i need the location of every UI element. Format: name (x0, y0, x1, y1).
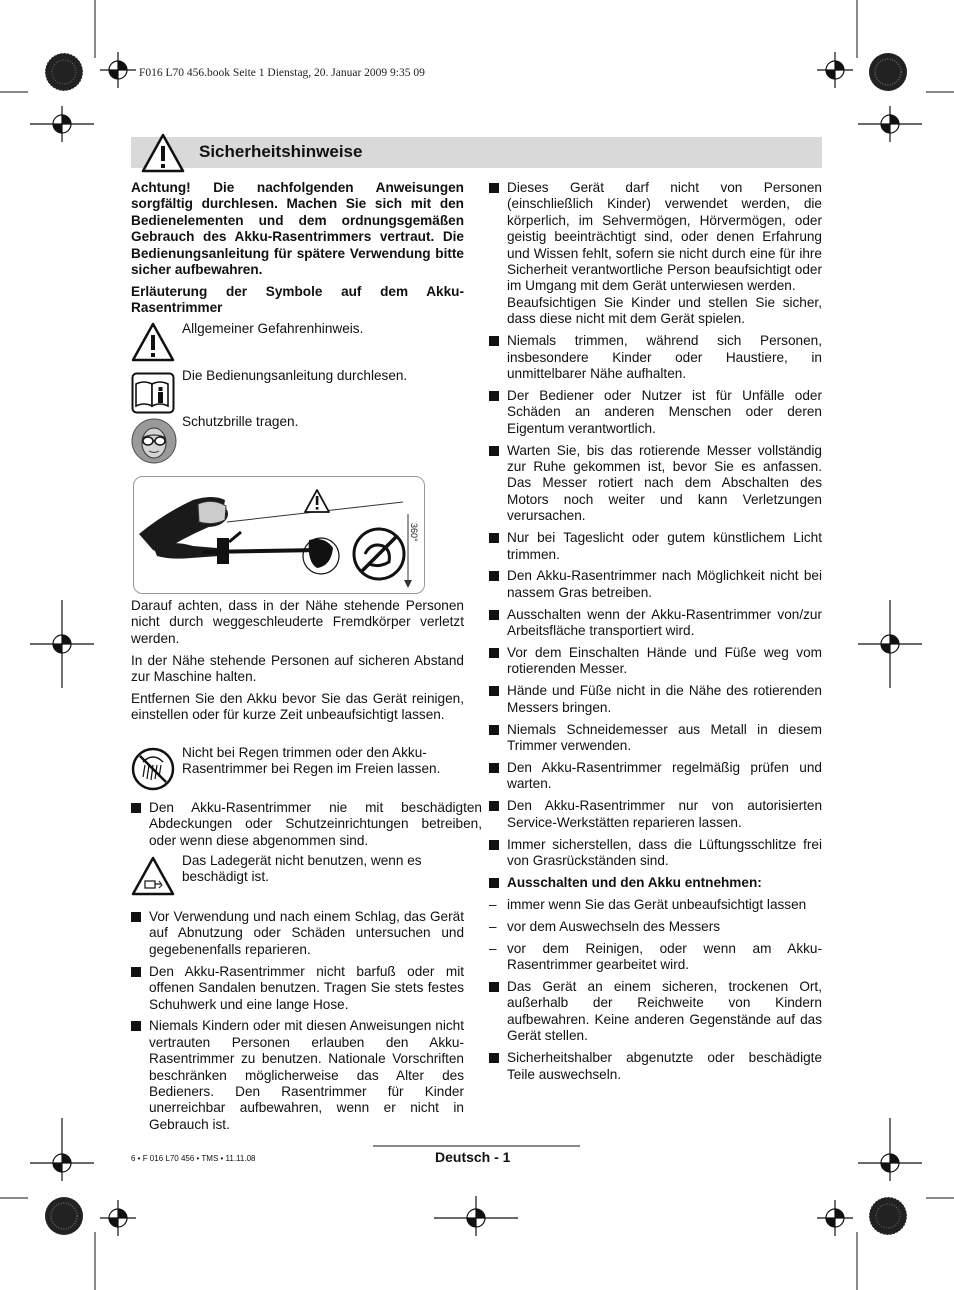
bullet-storage: Das Gerät an einem sicheren, trockenen Ort, außerhalb der Reichweite von Kindern aufbewahren. Keine anderen Gegenstände auf das Gerät stellen. (489, 979, 822, 1045)
dash-cleaning: – vor dem Reinigen, oder wenn am Akku-Rasentrimmer gearbeitet wird. (489, 940, 822, 973)
paragraph-remove-battery: Entfernen Sie den Akku bevor Sie das Gerät reinigen, einstellen oder für kurze Zeit unbeaufsichtigt lassen. (131, 691, 464, 723)
bullet-switch-off-transport: Ausschalten wenn der Akku-Rasentrimmer von/zur Arbeitsfläche transportiert wird. (489, 607, 822, 640)
footer-code: 6 • F 016 L70 456 • TMS • 11.11.08 (131, 1154, 256, 1163)
bullet-persons-continued: Beaufsichtigen Sie Kinder und stellen Sie sicher, dass diese nicht mit dem Gerät spielen. (507, 294, 822, 327)
bullet-operator-responsible: Der Bediener oder Nutzer ist für Unfälle oder Schäden an anderen Menschen oder deren Eigentum verantwortlich. (489, 388, 822, 437)
bullet-damaged-covers: Den Akku-Rasentrimmer nie mit beschädigten Abdeckungen oder Schutzeinrichtungen betreiben, oder wenn diese abgenommen sind. (131, 800, 482, 849)
read-manual-icon (131, 372, 175, 414)
paragraph-distance: Darauf achten, dass in der Nähe stehende Personen nicht durch weggeschleuderte Fremdkörper verletzt werden. (131, 598, 464, 646)
symbol-rain-text: Nicht bei Regen trimmen oder den Akku-Rasentrimmer bei Regen im Freien lassen. (182, 745, 441, 777)
dash-blade-change: – vor dem Auswechseln des Messers (489, 918, 721, 934)
bullet-footwear: Den Akku-Rasentrimmer nicht barfuß oder mit offenen Sandalen benutzen. Tragen Sie stets festes Schuhwerk und eine lange Hose. (131, 964, 464, 1013)
bullet-wait-blade: Warten Sie, bis das rotierende Messer vollständig zur Ruhe gekommen ist, bevor Sie es anfassen. Das Messer rotiert nach dem Abschalten des Motors noch weiter und kann Verletzungen verursachen. (489, 443, 822, 525)
bullet-hands-feet-start: Vor dem Einschalten Hände und Füße weg vom rotierenden Messer. (489, 645, 822, 678)
bullet-vents: Immer sicherstellen, dass die Lüftungsschlitze frei von Grasrückständen sind. (489, 837, 822, 870)
bullet-metal-blades: Niemals Schneidemesser aus Metall in diesem Trimmer verwenden. (489, 722, 822, 755)
symbol-manual-text: Die Bedienungsanleitung durchlesen. (182, 368, 408, 383)
bullet-maintenance: Den Akku-Rasentrimmer regelmäßig prüfen und warten. (489, 760, 822, 793)
symbol-glasses-text: Schutzbrille tragen. (182, 414, 299, 429)
page-number: Deutsch - 1 (435, 1149, 511, 1165)
bullet-hands-feet-near: Hände und Füße nicht in die Nähe des rotierenden Messers bringen. (489, 683, 822, 716)
intro-warning: Achtung! Die nachfolgenden Anweisungen sorgfältig durchlesen. Machen Sie sich mit den Bedienelementen und dem ordnungsgemäßen Gebrauch des Akku-Rasentrimmers vertraut. Die Bedienungsanleitung für spätere Verwendung bitte sicher aufbewahren. (131, 180, 464, 278)
no-rain-icon (131, 747, 175, 791)
bullet-wet-grass: Den Akku-Rasentrimmer nach Möglichkeit nicht bei nassem Gras betreiben. (489, 568, 822, 601)
safety-glasses-icon (131, 418, 177, 464)
figure-angle-label: 360° (409, 523, 419, 542)
charger-warning-icon (131, 855, 175, 897)
symbol-charger-text: Das Ladegerät nicht benutzen, wenn es beschädigt ist. (182, 853, 422, 885)
bullet-inspect: Vor Verwendung und nach einem Schlag, das Gerät auf Abnutzung oder Schäden untersuchen und gegebenenfalls reparieren. (131, 909, 464, 958)
symbol-general-text: Allgemeiner Gefahrenhinweis. (182, 321, 364, 336)
warning-triangle-icon (140, 132, 186, 174)
symbols-heading: Erläuterung der Symbole auf dem Akku-Rasentrimmer (131, 284, 464, 316)
paragraph-bystanders: In der Nähe stehende Personen auf sicheren Abstand zur Maschine halten. (131, 652, 464, 685)
bullet-no-trimming-near: Niemals trimmen, während sich Personen, insbesondere Kinder oder Haustiere, in unmittelbarer Nähe aufhalten. (489, 333, 822, 382)
file-header: F016 L70 456.book Seite 1 Dienstag, 20. Januar 2009 9:35 09 (139, 67, 425, 79)
bullet-service: Den Akku-Rasentrimmer nur von autorisierten Service-Werkstätten reparieren lassen. (489, 798, 822, 831)
bullet-children: Niemals Kindern oder mit diesen Anweisungen nicht vertrauten Personen erlauben den Akku-Rasentrimmer zu benutzen. Nationale Vorschriften beschränken möglicherweise das Alter des Bedieners. Den Rasentrimmer für Kinder unerreichbar aufbewahren, wenn er nicht in Gebrauch ist. (131, 1018, 464, 1133)
dash-unattended: – immer wenn Sie das Gerät unbeaufsichtigt lassen (489, 896, 807, 912)
bullet-replace-parts: Sicherheitshalber abgenutzte oder beschädigte Teile auswechseln. (489, 1050, 822, 1083)
general-hazard-icon (131, 321, 175, 363)
trimmer-distance-figure (133, 476, 425, 594)
bullet-persons: Dieses Gerät darf nicht von Personen (einschließlich Kinder) verwendet werden, die körperlich, im Sehvermögen, Hörvermögen, oder geistig beeinträchtigt sind, oder denen Erfahrung und Wissen fehlt, sofern sie nicht durch eine für ihre Sicherheit verantwortliche Person beaufsichtigt oder im Umgang mit dem Gerät unterwiesen werden. (489, 180, 822, 295)
section-title: Sicherheitshinweise (199, 142, 363, 161)
switch-off-heading: Ausschalten und den Akku entnehmen: (489, 875, 822, 891)
bullet-daylight: Nur bei Tageslicht oder gutem künstlichem Licht trimmen. (489, 530, 822, 563)
